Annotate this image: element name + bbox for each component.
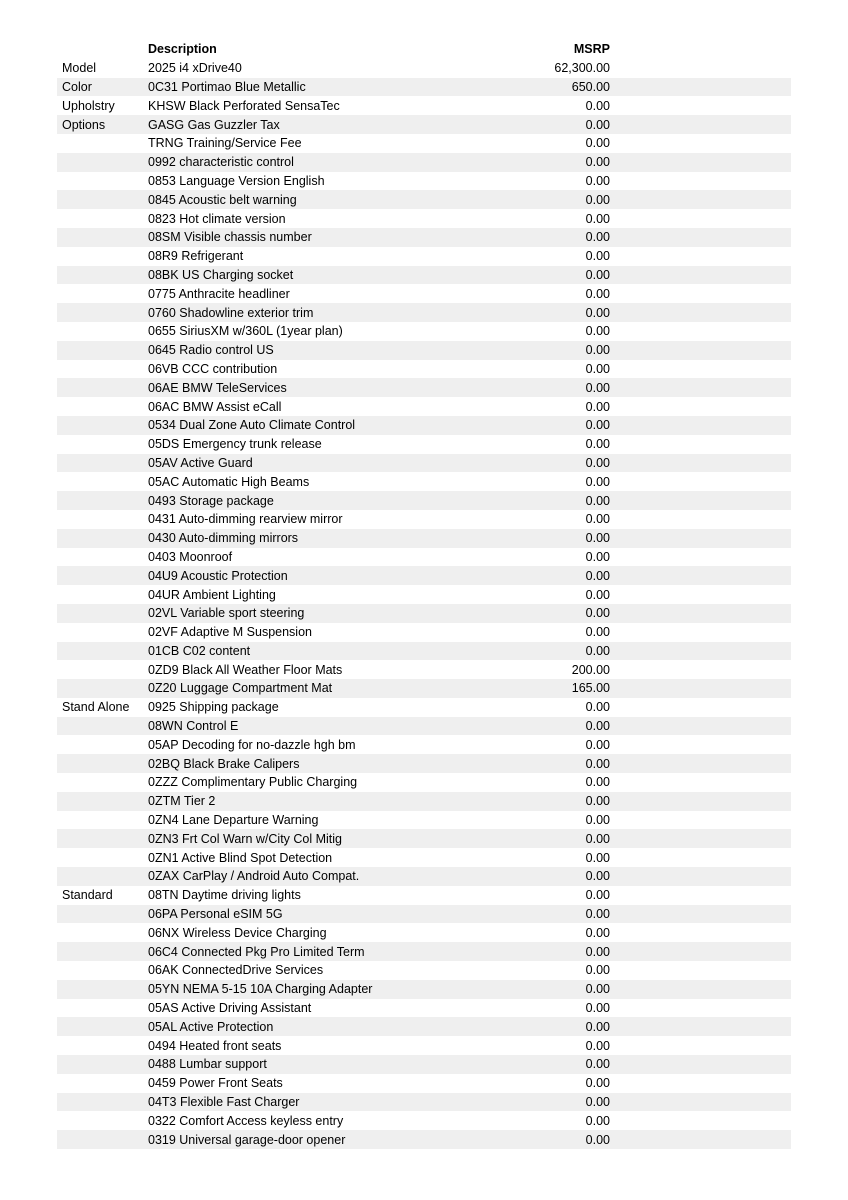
- row-msrp: 0.00: [585, 399, 610, 414]
- row-description: 06AE BMW TeleServices: [148, 380, 287, 395]
- header-description: Description: [148, 42, 217, 57]
- row-description: 0ZD9 Black All Weather Floor Mats: [148, 662, 343, 677]
- row-description: 06C4 Connected Pkg Pro Limited Term: [148, 944, 365, 959]
- table-row: [57, 961, 791, 980]
- table-row: [57, 660, 791, 679]
- table-row: [57, 266, 791, 285]
- table-row: [57, 980, 791, 999]
- row-msrp: 0.00: [585, 963, 610, 978]
- row-description: 0493 Storage package: [148, 493, 274, 508]
- row-msrp: 0.00: [585, 286, 610, 301]
- table-row: [57, 867, 791, 886]
- row-category: Standard: [62, 888, 113, 903]
- row-category: Upholstry: [62, 98, 115, 113]
- row-msrp: 0.00: [585, 625, 610, 640]
- row-msrp: 0.00: [585, 794, 610, 809]
- row-msrp: 62,300.00: [554, 61, 610, 76]
- table-row: [57, 829, 791, 848]
- table-row: [57, 773, 791, 792]
- row-msrp: 0.00: [585, 813, 610, 828]
- table-row: [57, 754, 791, 773]
- row-description: 05AV Active Guard: [148, 455, 253, 470]
- row-msrp: 0.00: [585, 606, 610, 621]
- row-msrp: 0.00: [585, 719, 610, 734]
- row-description: 0ZN3 Frt Col Warn w/City Col Mitig: [148, 831, 343, 846]
- table-row: [57, 416, 791, 435]
- row-msrp: 0.00: [585, 512, 610, 527]
- table-row: [57, 735, 791, 754]
- row-msrp: 0.00: [585, 173, 610, 188]
- row-msrp: 0.00: [585, 117, 610, 132]
- row-description: 0C31 Portimao Blue Metallic: [148, 79, 306, 94]
- row-description: 0Z20 Luggage Compartment Mat: [148, 681, 333, 696]
- row-msrp: 650.00: [571, 79, 610, 94]
- row-msrp: 0.00: [585, 944, 610, 959]
- row-description: KHSW Black Perforated SensaTec: [148, 98, 340, 113]
- table-row: [57, 623, 791, 642]
- row-msrp: 0.00: [585, 211, 610, 226]
- row-description: 08WN Control E: [148, 719, 239, 734]
- row-msrp: 0.00: [585, 568, 610, 583]
- table-row: [57, 1017, 791, 1036]
- row-msrp: 0.00: [585, 925, 610, 940]
- row-description: 0ZN4 Lane Departure Warning: [148, 813, 319, 828]
- row-msrp: 0.00: [585, 305, 610, 320]
- pricing-table: [57, 40, 791, 1149]
- row-description: 06PA Personal eSIM 5G: [148, 907, 283, 922]
- row-description: 08R9 Refrigerant: [148, 249, 244, 264]
- row-msrp: 0.00: [585, 850, 610, 865]
- table-row: [57, 510, 791, 529]
- row-msrp: 0.00: [585, 418, 610, 433]
- table-header-row: [57, 40, 791, 59]
- row-description: 0775 Anthracite headliner: [148, 286, 290, 301]
- table-row: [57, 435, 791, 454]
- row-description: 08SM Visible chassis number: [148, 230, 312, 245]
- table-row: [57, 585, 791, 604]
- table-row: [57, 1074, 791, 1093]
- row-msrp: 0.00: [585, 1076, 610, 1091]
- table-row: [57, 247, 791, 266]
- row-msrp: 0.00: [585, 1001, 610, 1016]
- row-msrp: 0.00: [585, 1095, 610, 1110]
- table-row: [57, 284, 791, 303]
- table-row: [57, 209, 791, 228]
- table-row: [57, 548, 791, 567]
- row-msrp: 0.00: [585, 831, 610, 846]
- row-msrp: 0.00: [585, 587, 610, 602]
- row-msrp: 0.00: [585, 98, 610, 113]
- row-description: 05DS Emergency trunk release: [148, 437, 322, 452]
- row-description: 06VB CCC contribution: [148, 361, 278, 376]
- row-msrp: 0.00: [585, 907, 610, 922]
- row-description: 02VL Variable sport steering: [148, 606, 305, 621]
- table-row: [57, 78, 791, 97]
- table-row: [57, 642, 791, 661]
- row-msrp: 0.00: [585, 869, 610, 884]
- row-msrp: 0.00: [585, 1019, 610, 1034]
- table-row: [57, 923, 791, 942]
- table-row: [57, 303, 791, 322]
- row-description: 0645 Radio control US: [148, 343, 274, 358]
- row-description: 0992 characteristic control: [148, 155, 294, 170]
- row-msrp: 0.00: [585, 267, 610, 282]
- row-description: 0853 Language Version English: [148, 173, 325, 188]
- row-description: 0488 Lumbar support: [148, 1057, 267, 1072]
- row-msrp: 0.00: [585, 437, 610, 452]
- table-row: [57, 1130, 791, 1149]
- table-row: [57, 190, 791, 209]
- row-description: 0ZTM Tier 2: [148, 794, 216, 809]
- table-row: [57, 604, 791, 623]
- table-row: [57, 679, 791, 698]
- row-description: 0494 Heated front seats: [148, 1038, 282, 1053]
- row-msrp: 200.00: [571, 662, 610, 677]
- table-row: [57, 472, 791, 491]
- table-row: [57, 566, 791, 585]
- table-row: [57, 360, 791, 379]
- table-row: [57, 153, 791, 172]
- row-msrp: 0.00: [585, 531, 610, 546]
- row-description: 06AC BMW Assist eCall: [148, 399, 282, 414]
- row-description: 01CB C02 content: [148, 643, 251, 658]
- row-msrp: 0.00: [585, 1038, 610, 1053]
- row-category: Color: [62, 79, 92, 94]
- row-description: 0845 Acoustic belt warning: [148, 192, 297, 207]
- row-description: GASG Gas Guzzler Tax: [148, 117, 280, 132]
- row-description: 08TN Daytime driving lights: [148, 888, 301, 903]
- row-description: 0ZZZ Complimentary Public Charging: [148, 775, 358, 790]
- table-row: [57, 999, 791, 1018]
- table-row: [57, 378, 791, 397]
- row-msrp: 0.00: [585, 1132, 610, 1147]
- table-row: [57, 1036, 791, 1055]
- table-row: [57, 848, 791, 867]
- row-category: Options: [62, 117, 106, 132]
- row-msrp: 0.00: [585, 324, 610, 339]
- row-msrp: 0.00: [585, 155, 610, 170]
- header-msrp: MSRP: [573, 42, 610, 57]
- row-description: 05AC Automatic High Beams: [148, 474, 310, 489]
- row-msrp: 0.00: [585, 230, 610, 245]
- row-description: 0322 Comfort Access keyless entry: [148, 1113, 344, 1128]
- row-description: 0ZAX CarPlay / Android Auto Compat.: [148, 869, 360, 884]
- table-row: [57, 341, 791, 360]
- row-description: 05AL Active Protection: [148, 1019, 274, 1034]
- row-description: 02BQ Black Brake Calipers: [148, 756, 300, 771]
- table-row: [57, 397, 791, 416]
- row-description: 05YN NEMA 5-15 10A Charging Adapter: [148, 982, 373, 997]
- table-row: [57, 172, 791, 191]
- row-msrp: 0.00: [585, 775, 610, 790]
- row-description: 02VF Adaptive M Suspension: [148, 625, 312, 640]
- row-msrp: 0.00: [585, 888, 610, 903]
- row-msrp: 0.00: [585, 136, 610, 151]
- row-description: 0459 Power Front Seats: [148, 1076, 283, 1091]
- row-msrp: 0.00: [585, 455, 610, 470]
- table-row: [57, 698, 791, 717]
- table-row: [57, 59, 791, 78]
- table-row: [57, 886, 791, 905]
- row-description: 0760 Shadowline exterior trim: [148, 305, 314, 320]
- row-msrp: 0.00: [585, 643, 610, 658]
- table-row: [57, 115, 791, 134]
- row-description: 06NX Wireless Device Charging: [148, 925, 327, 940]
- row-description: 0925 Shipping package: [148, 700, 279, 715]
- row-description: 2025 i4 xDrive40: [148, 61, 242, 76]
- table-row: [57, 905, 791, 924]
- table-row: [57, 811, 791, 830]
- table-row: [57, 1093, 791, 1112]
- row-msrp: 0.00: [585, 1113, 610, 1128]
- row-category: Model: [62, 61, 97, 76]
- row-description: 04T3 Flexible Fast Charger: [148, 1095, 300, 1110]
- row-description: 0319 Universal garage-door opener: [148, 1132, 346, 1147]
- row-msrp: 0.00: [585, 982, 610, 997]
- table-row: [57, 491, 791, 510]
- row-description: 0534 Dual Zone Auto Climate Control: [148, 418, 356, 433]
- table-row: [57, 454, 791, 473]
- row-msrp: 0.00: [585, 380, 610, 395]
- row-description: 0430 Auto-dimming mirrors: [148, 531, 299, 546]
- row-description: 05AP Decoding for no-dazzle hgh bm: [148, 737, 356, 752]
- row-msrp: 0.00: [585, 361, 610, 376]
- row-description: 08BK US Charging socket: [148, 267, 294, 282]
- pricing-table-body: [57, 59, 791, 1149]
- row-description: 05AS Active Driving Assistant: [148, 1001, 312, 1016]
- table-row: [57, 529, 791, 548]
- row-category: Stand Alone: [62, 700, 130, 715]
- row-msrp: 0.00: [585, 1057, 610, 1072]
- row-description: 0ZN1 Active Blind Spot Detection: [148, 850, 333, 865]
- row-description: 0823 Hot climate version: [148, 211, 286, 226]
- row-description: TRNG Training/Service Fee: [148, 136, 302, 151]
- row-msrp: 0.00: [585, 756, 610, 771]
- table-row: [57, 96, 791, 115]
- table-row: [57, 228, 791, 247]
- row-msrp: 0.00: [585, 192, 610, 207]
- row-msrp: 0.00: [585, 474, 610, 489]
- row-description: 04UR Ambient Lighting: [148, 587, 276, 602]
- row-description: 0403 Moonroof: [148, 549, 233, 564]
- row-msrp: 165.00: [571, 681, 610, 696]
- table-row: [57, 1111, 791, 1130]
- row-description: 04U9 Acoustic Protection: [148, 568, 288, 583]
- table-row: [57, 717, 791, 736]
- table-row: [57, 792, 791, 811]
- table-row: [57, 1055, 791, 1074]
- row-msrp: 0.00: [585, 249, 610, 264]
- row-msrp: 0.00: [585, 343, 610, 358]
- row-msrp: 0.00: [585, 737, 610, 752]
- table-row: [57, 942, 791, 961]
- row-msrp: 0.00: [585, 493, 610, 508]
- row-description: 0655 SiriusXM w/360L (1year plan): [148, 324, 343, 339]
- row-msrp: 0.00: [585, 549, 610, 564]
- row-description: 06AK ConnectedDrive Services: [148, 963, 324, 978]
- row-msrp: 0.00: [585, 700, 610, 715]
- table-row: [57, 322, 791, 341]
- row-description: 0431 Auto-dimming rearview mirror: [148, 512, 343, 527]
- table-row: [57, 134, 791, 153]
